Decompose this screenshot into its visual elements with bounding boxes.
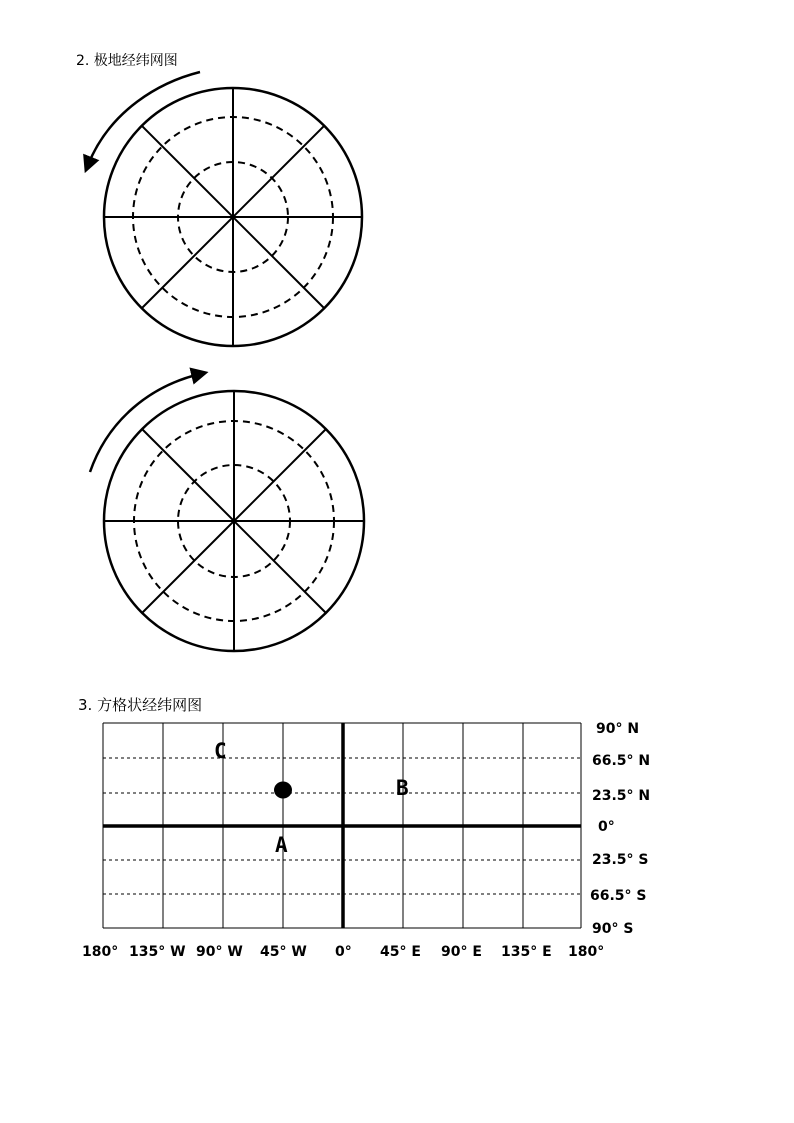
- lon-label-90w: 90° W: [196, 944, 243, 960]
- point-label-b: B: [396, 776, 409, 800]
- lon-label-180e: 180°: [568, 944, 605, 960]
- point-label-c: C: [214, 739, 227, 763]
- lat-label-66-5n: 66.5° N: [592, 753, 651, 769]
- marked-point-dot: [274, 782, 292, 799]
- lon-label-45w: 45° W: [260, 944, 307, 960]
- lon-label-135w: 135° W: [129, 944, 186, 960]
- lon-label-45e: 45° E: [380, 944, 421, 960]
- section-3-heading: 3. 方格状经纬网图: [78, 696, 203, 714]
- section-2-heading: 2. 极地经纬网图: [76, 53, 178, 69]
- lat-label-66-5s: 66.5° S: [590, 888, 647, 904]
- lat-label-23-5s: 23.5° S: [592, 852, 649, 868]
- lat-label-90s: 90° S: [592, 921, 634, 937]
- lat-label-90n: 90° N: [596, 721, 640, 737]
- lat-label-23-5n: 23.5° N: [592, 788, 651, 804]
- point-label-a: A: [275, 833, 288, 857]
- lon-label-135e: 135° E: [501, 944, 552, 960]
- lon-label-90e: 90° E: [441, 944, 482, 960]
- lon-label-180w: 180°: [82, 944, 119, 960]
- lat-label-equator: 0°: [598, 819, 615, 835]
- lon-label-0: 0°: [335, 944, 352, 960]
